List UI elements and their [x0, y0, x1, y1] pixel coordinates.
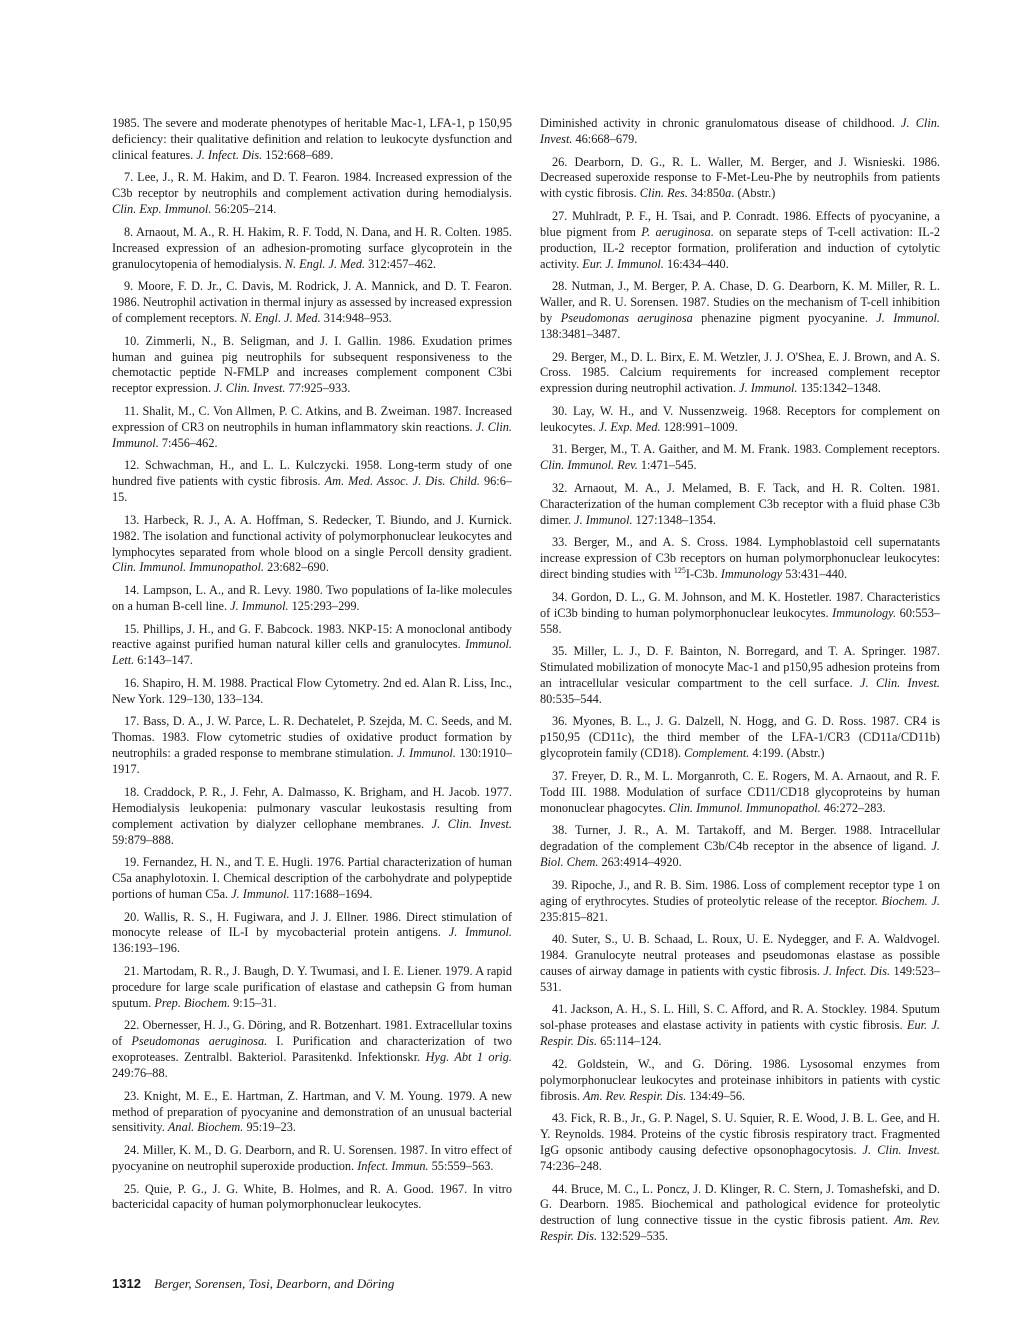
journal-title: Pseudomonas aeruginosa.	[131, 1034, 268, 1049]
reference-entry	[112, 279, 512, 327]
reference-text: 65:114–124.	[597, 1034, 662, 1049]
journal-title: J. Immunol.	[397, 746, 456, 761]
reference-text: 44. Bruce, M. C., L. Poncz, J. D. Klinger, R. C. Stern, J. Tomashefski, and D. G. Dearborn. 1985. Biochemical and pathological evidence for proteolytic destruction of lung connective tissue in the cystic fibrosis patient.	[540, 1181, 940, 1228]
reference-text: 4:199. (Abstr.)	[749, 746, 825, 761]
reference-text: 127:1348–1354.	[632, 512, 716, 527]
reference-entry	[540, 481, 940, 529]
reference-text: 23:682–690.	[264, 560, 329, 575]
reference-text: 41. Jackson, A. H., S. L. Hill, S. C. Afford, and R. A. Stockley. 1984. Sputum sol-phase proteases and elastase activity in patients with cystic fibrosis.	[540, 1002, 940, 1033]
journal-title: Prep. Biochem.	[154, 995, 231, 1010]
journal-title: J. Infect. Dis.	[823, 963, 891, 978]
reference-text: 16:434–440.	[663, 256, 729, 271]
references-left-column	[112, 116, 512, 1220]
reference-text: 30. Lay, W. H., and V. Nussenzweig. 1968. Receptors for complement on leukocytes.	[540, 403, 940, 434]
journal-title: N. Engl. J. Med.	[240, 311, 321, 326]
journal-title: Clin. Immunol. Immunopathol.	[112, 560, 264, 575]
reference-text: 33. Berger, M., and A. S. Cross. 1984. Lymphoblastoid cell supernatants increase expression of C3b receptors on human polymorphonuclear leukocytes: direct binding studies with	[540, 535, 940, 582]
journal-title: J. Clin. Invest.	[431, 816, 512, 831]
reference-text: 22. Obernesser, H. J., G. Döring, and R. Botzenhart. 1981. Extracellular toxins of	[112, 1018, 512, 1049]
journal-title: Am. Med. Assoc. J. Dis. Child.	[324, 474, 480, 489]
reference-text: 46:272–283.	[820, 800, 886, 815]
reference-text: 149:523–531.	[540, 963, 941, 994]
reference-entry	[112, 116, 512, 164]
reference-text: 19. Fernandez, H. N., and T. E. Hugli. 1976. Partial characterization of human C5a anaphylotoxin. I. Chemical description of the carbohydrate and polypeptide portions of human C5a.	[112, 855, 512, 901]
reference-text: 23. Knight, M. E., E. Hartman, Z. Hartman, and V. M. Young. 1979. A new method of preparation of pyocyanine and demonstration of an unusual bacterial sensitivity.	[112, 1088, 512, 1135]
reference-text: 138:3481–3487.	[540, 326, 621, 341]
reference-text: 74:236–248.	[540, 1158, 602, 1173]
journal-title: J. Immunol.	[739, 381, 798, 396]
journal-title: Eur. J. Immunol.	[582, 256, 664, 271]
running-author-line: Berger, Sorensen, Tosi, Dearborn, and Döring	[154, 1276, 395, 1291]
reference-entry	[540, 932, 940, 996]
reference-text: 38. Turner, J. R., A. M. Tartakoff, and M. Berger. 1988. Intracellular degradation of the complement C3b/C4b receptor in the absence of ligand.	[540, 823, 940, 854]
page-number: 1312	[112, 1276, 141, 1291]
reference-text: 59:879–888.	[112, 832, 174, 847]
reference-text: 32. Arnaout, M. A., J. Melamed, B. F. Tack, and H. R. Colten. 1981. Characterization of the human complement C3b receptor with a fluid phase C3b dimer.	[540, 480, 940, 527]
reference-entry	[112, 714, 512, 778]
reference-entry	[112, 622, 512, 670]
reference-text: 130:1910–1917.	[112, 746, 512, 777]
reference-text: 249:76–88.	[112, 1066, 168, 1081]
reference-text: 20. Wallis, R. S., H. Fugiwara, and J. J. Ellner. 1986. Direct stimulation of monocyte release of IL-I by mycobacterial protein antigens.	[112, 909, 512, 940]
reference-text: 25. Quie, P. G., J. G. White, B. Holmes, and R. A. Good. 1967. In vitro bactericidal capacity of human polymorphonuclear leukocytes.	[112, 1181, 512, 1212]
journal-title: Clin. Res.	[639, 186, 688, 201]
reference-entry	[112, 334, 512, 398]
journal-title: Pseudomonas aeruginosa	[560, 311, 693, 326]
reference-text: 60:553–558.	[540, 605, 940, 636]
reference-text: 117:1688–1694.	[289, 886, 373, 901]
reference-entry	[540, 644, 940, 708]
journal-title: J. Immunol.	[876, 311, 940, 326]
reference-entry	[540, 1182, 940, 1246]
journal-title: J. Immunol.	[231, 886, 290, 901]
reference-text: 39. Ripoche, J., and R. B. Sim. 1986. Loss of complement receptor type 1 on aging of erythrocytes. Studies of proteolytic release of the receptor.	[540, 877, 940, 908]
reference-text: 7:456–462.	[158, 435, 218, 450]
reference-entry	[112, 785, 512, 849]
page-footer	[112, 1276, 394, 1292]
reference-text: 29. Berger, M., D. L. Birx, E. M. Wetzler, J. J. O'Shea, E. J. Brown, and A. S. Cross. 1985. Calcium requirements for increased complement receptor expression during neutrophil activation.	[540, 349, 940, 396]
reference-text: 34. Gordon, D. L., G. M. Johnson, and M. K. Hostetler. 1987. Characteristics of iC3b binding to human polymorphonuclear leukocytes.	[540, 589, 940, 620]
reference-text: 125:293–299.	[288, 598, 360, 613]
reference-text: 17. Bass, D. A., J. W. Parce, L. R. Dechatelet, P. Szejda, M. C. Seeds, and M. Thomas. 1983. Flow cytometric studies of oxidative product formation by neutrophils: a graded response to membrane stimulation.	[112, 714, 512, 761]
reference-text: 26. Dearborn, D. G., R. L. Waller, M. Berger, and J. Wisnieski. 1986. Decreased superoxide response to F-Met-Leu-Phe by neutrophils from patients with cystic fibrosis.	[540, 154, 940, 201]
reference-text: 13. Harbeck, R. J., A. A. Hoffman, S. Redecker, T. Biundo, and J. Kurnick. 1982. The isolation and functional activity of polymorphonuclear leukocytes and lymphocytes separated from whole blood on a single Percoll density gradient.	[112, 512, 512, 559]
reference-text: 37. Freyer, D. R., M. L. Morganroth, C. E. Rogers, M. A. Arnaout, and R. F. Todd III. 1988. Modulation of surface CD11/CD18 glycoproteins by human mononuclear phagocytes.	[540, 768, 940, 815]
reference-text: 53:431–440.	[782, 567, 848, 582]
reference-entry	[112, 404, 512, 452]
reference-entry	[540, 590, 940, 638]
reference-text: 11. Shalit, M., C. Von Allmen, P. C. Atkins, and B. Zweiman. 1987. Increased expression of CR3 on neutrophils in human inflammatory skin reactions.	[112, 403, 512, 434]
journal-title: Clin. Immunol. Immunopathol.	[668, 800, 821, 815]
reference-text: 128:991–1009.	[660, 419, 738, 434]
reference-text: 80:535–544.	[540, 691, 602, 706]
reference-entry	[540, 1111, 940, 1175]
reference-text: 42. Goldstein, W., and G. Döring. 1986. Lysosomal enzymes from polymorphonuclear leukocytes and proteinase inhibitors in patients with cystic fibrosis.	[540, 1056, 940, 1103]
reference-text: 235:815–821.	[540, 909, 608, 924]
journal-title: J. Clin. Invest.	[860, 675, 940, 690]
reference-text: 43. Fick, R. B., Jr., G. P. Nagel, S. U. Squier, R. E. Wood, J. B. L. Gee, and H. Y. Reynolds. 1984. Proteins of the cystic fibrosis respiratory tract. Fragmented IgG opsonic antibody causing defective opsonophagocytosis.	[540, 1111, 940, 1158]
reference-text: 132:529–535.	[597, 1229, 669, 1244]
superscript: 125	[673, 566, 686, 576]
journal-title: a	[725, 186, 732, 201]
reference-text: 8. Arnaout, M. A., R. H. Hakim, R. F. Todd, N. Dana, and H. R. Colten. 1985. Increased expression of an adhesion-promoting surface glycoprotein in the granulocytopenia of hemodialysis.	[112, 224, 512, 271]
reference-text: 28. Nutman, J., M. Berger, P. A. Chase, D. G. Dearborn, K. M. Miller, R. L. Waller, and R. U. Sorensen. 1987. Studies on the mechanism of T-cell inhibition by	[540, 279, 940, 326]
reference-entry	[540, 155, 940, 203]
reference-text: on separate steps of T-cell activation: IL-2 production, IL-2 receptor formation, proliferation and induction of cytolytic activity.	[540, 224, 940, 271]
journal-title: P. aeruginosa.	[641, 224, 714, 239]
reference-entry	[112, 855, 512, 903]
journal-title: Infect. Immun.	[357, 1158, 429, 1173]
reference-text: 34:850	[687, 186, 726, 201]
reference-text: 55:559–563.	[428, 1158, 494, 1173]
reference-text: 134:49–56.	[686, 1088, 746, 1103]
journal-title: Clin. Immunol. Rev.	[540, 458, 638, 473]
reference-entry	[112, 964, 512, 1012]
reference-text: 12. Schwachman, H., and L. L. Kulczycki. 1958. Long-term study of one hundred five patients with cystic fibrosis.	[112, 458, 512, 489]
reference-entry	[540, 769, 940, 817]
reference-entry	[112, 910, 512, 958]
reference-text: 35. Miller, L. J., D. F. Bainton, N. Borregard, and T. A. Springer. 1987. Stimulated mobilization of monocyte Mac-1 and p150,95 adhesion proteins from an intracellular vesicular compartment to the cell surface.	[540, 644, 940, 690]
reference-text: I-C3b.	[685, 567, 721, 582]
reference-entry	[112, 583, 512, 615]
reference-text: 9:15–31.	[230, 995, 277, 1010]
journal-title: Complement.	[684, 746, 750, 761]
reference-entry	[112, 513, 512, 577]
reference-entry	[112, 1089, 512, 1137]
reference-text: 135:1342–1348.	[797, 381, 881, 396]
reference-text: 24. Miller, K. M., D. G. Dearborn, and R. U. Sorensen. 1987. In vitro effect of pyocyanine on neutrophil superoxide production.	[112, 1143, 512, 1173]
reference-text: 95:19–23.	[243, 1120, 296, 1135]
reference-text: 7. Lee, J., R. M. Hakim, and D. T. Fearon. 1984. Increased expression of the C3b receptor by neutrophils and complement activation during hemodialysis.	[112, 170, 512, 201]
reference-entry	[112, 458, 512, 506]
journal-title: Biochem. J.	[881, 893, 941, 908]
reference-text: 77:925–933.	[285, 381, 351, 396]
reference-text: 21. Martodam, R. R., J. Baugh, D. Y. Twumasi, and I. E. Liener. 1979. A rapid procedure for large scale purification of elastase and cathepsin G from human sputum.	[112, 963, 512, 1010]
reference-text: 31. Berger, M., T. A. Gaither, and M. M. Frank. 1983. Complement receptors.	[552, 442, 940, 457]
journal-title: J. Clin. Invest.	[862, 1143, 941, 1158]
reference-text: 14. Lampson, L. A., and R. Levy. 1980. Two populations of Ia-like molecules on a human B-cell line.	[112, 583, 512, 613]
journal-title: J. Immunol.	[448, 925, 512, 940]
reference-text: Diminished activity in chronic granulomatous disease of childhood.	[540, 116, 902, 130]
reference-text: I. Purification and characterization of two exoproteases. Zentralbl. Bakteriol. Parasitenkd. Infektionskr.	[112, 1034, 512, 1065]
reference-text: 1985. The severe and moderate phenotypes of heritable Mac-1, LFA-1, p 150,95 deficiency: their qualitative definition and relation to leukocyte dysfunction and clinical features.	[112, 116, 512, 162]
reference-text: 46:668–679.	[572, 131, 638, 146]
reference-entry	[540, 209, 940, 273]
reference-entry	[540, 279, 940, 343]
reference-entry	[540, 1057, 940, 1105]
reference-text: 96:6–15.	[112, 474, 512, 505]
reference-entry	[112, 676, 512, 708]
reference-text: 56:205–214.	[211, 202, 277, 217]
reference-text: 263:4914–4920.	[598, 855, 682, 870]
reference-entry	[540, 404, 940, 436]
journal-title: Immunology	[720, 567, 783, 582]
reference-entry	[112, 1182, 512, 1214]
reference-text: 27. Muhlradt, P. F., H. Tsai, and P. Conradt. 1986. Effects of pyocyanine, a blue pigment from	[540, 208, 940, 239]
journal-title: Clin. Exp. Immunol.	[112, 202, 212, 217]
journal-title: N. Engl. J. Med.	[284, 256, 366, 271]
journal-title: J. Exp. Med.	[598, 419, 661, 434]
reference-entry	[540, 350, 940, 398]
journal-title: Am. Rev. Respir. Dis.	[540, 1213, 940, 1244]
reference-entry	[540, 714, 940, 762]
reference-text: 16. Shapiro, H. M. 1988. Practical Flow Cytometry. 2nd ed. Alan R. Liss, Inc., New York. 129–130, 133–134.	[112, 675, 512, 706]
reference-entry	[540, 535, 940, 583]
reference-entry	[540, 116, 940, 148]
reference-entry	[540, 1002, 940, 1050]
reference-text: . (Abstr.)	[731, 186, 776, 201]
reference-text: phenazine pigment pyocyanine.	[692, 311, 877, 326]
reference-entry	[540, 878, 940, 926]
journal-title: J. Clin. Invest.	[214, 381, 286, 396]
reference-text: 1:471–545.	[637, 458, 697, 473]
journal-title: Hyg. Abt 1 orig.	[425, 1050, 513, 1065]
journal-title: Immunol. Lett.	[112, 637, 512, 668]
journal-title: J. Immunol.	[230, 598, 289, 613]
reference-entry	[112, 225, 512, 273]
reference-text: 152:668–689.	[262, 147, 334, 162]
journal-title: J. Clin. Immunol.	[112, 419, 512, 450]
journal-title: Anal. Biochem.	[167, 1120, 244, 1135]
journal-title: J. Biol. Chem.	[540, 839, 940, 870]
reference-text: 40. Suter, S., U. B. Schaad, L. Roux, U. E. Nydegger, and F. A. Waldvogel. 1984. Granulocyte neutral proteases and pseudomonas elastase as possible causes of airway damage in patients with cystic fibrosis.	[540, 932, 940, 978]
reference-text: 6:143–147.	[134, 653, 193, 668]
reference-text: 10. Zimmerli, N., B. Seligman, and J. I. Gallin. 1986. Exudation primes human and guinea pig neutrophils for subsequent responsiveness to the chemotactic peptide N-FMLP and increases complement component C3bi receptor expression.	[112, 333, 512, 396]
reference-text: 18. Craddock, P. R., J. Fehr, A. Dalmasso, K. Brigham, and H. Jacob. 1977. Hemodialysis leukopenia: pulmonary vascular leukostasis resulting from complement activation by dialyzer cellophane membranes.	[112, 784, 512, 831]
reference-entry	[540, 442, 940, 474]
journal-title: Eur. J. Respir. Dis.	[540, 1018, 940, 1049]
journal-title: J. Immunol.	[574, 512, 633, 527]
reference-text: 136:193–196.	[112, 941, 180, 956]
journal-title: J. Infect. Dis.	[196, 147, 263, 162]
reference-text: 36. Myones, B. L., J. G. Dalzell, N. Hogg, and G. D. Ross. 1987. CR4 is p150,95 (CD11c), the third member of the LFA-1/CR3 (CD11a/CD11b) glycoprotein family (CD18).	[540, 714, 940, 761]
reference-text: 312:457–462.	[365, 256, 437, 271]
journal-title: Immunology.	[832, 605, 897, 620]
reference-entry	[112, 1143, 512, 1175]
references-right-column	[540, 116, 940, 1252]
journal-title: Am. Rev. Respir. Dis.	[583, 1088, 687, 1103]
reference-entry	[112, 1018, 512, 1082]
reference-text: 15. Phillips, J. H., and G. F. Babcock. 1983. NKP-15: A monoclonal antibody reactive against purified human natural killer cells and granulocytes.	[112, 621, 512, 652]
journal-title: J. Clin. Invest.	[540, 116, 940, 146]
reference-text: 314:948–953.	[320, 311, 392, 326]
reference-entry	[540, 823, 940, 871]
reference-text: 9. Moore, F. D. Jr., C. Davis, M. Rodrick, J. A. Mannick, and D. T. Fearon. 1986. Neutrophil activation in thermal injury as assessed by increased expression of complement receptors.	[112, 279, 512, 326]
reference-entry	[112, 170, 512, 218]
